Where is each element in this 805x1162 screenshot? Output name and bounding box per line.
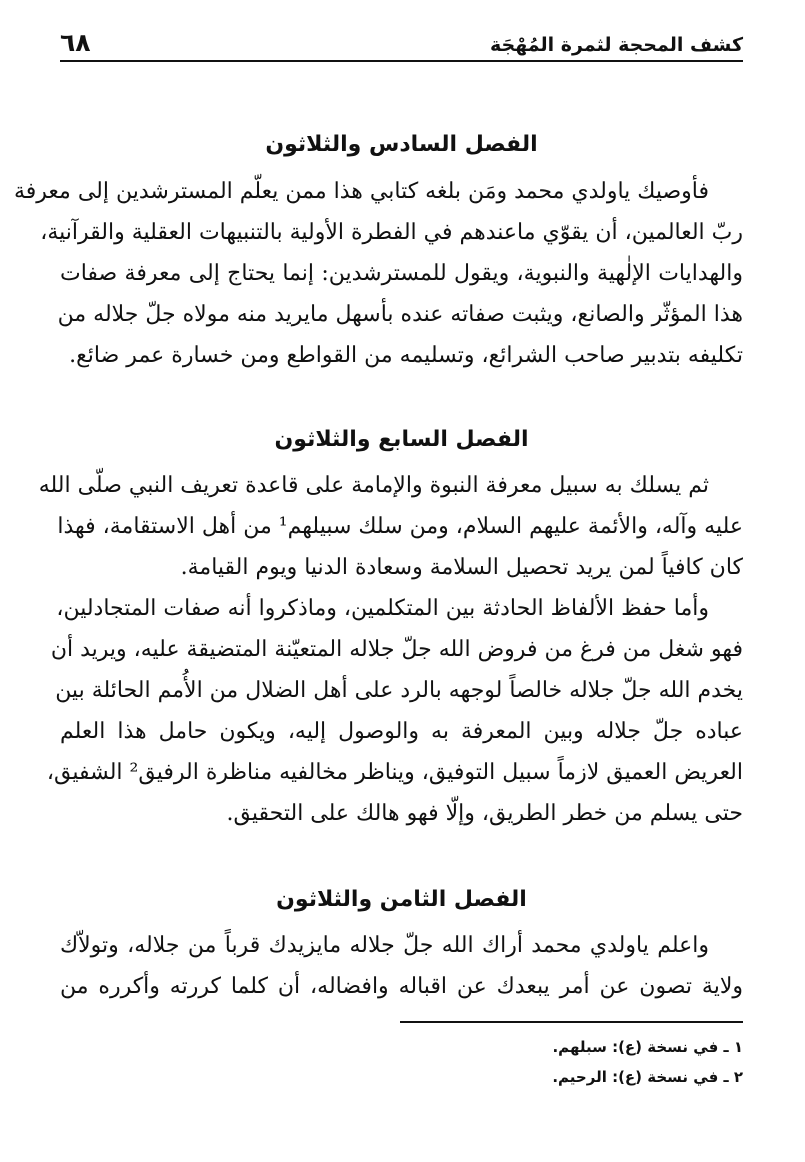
text-line: كان كافياً لمن يريد تحصيل السلامة وسعادة الدنيا ويوم القيامة. xyxy=(180,555,743,580)
text-line: عليه وآله، والأئمة عليهم السلام، ومن سلك سبيلهم¹ من أهل الاستقامة، فهذا xyxy=(57,514,743,539)
section-title-38: الفصل الثامن والثلاثون xyxy=(276,887,527,912)
running-header xyxy=(60,28,743,64)
footnote-2: ٢ ـ في نسخة (ع): الرحيم. xyxy=(552,1068,743,1086)
text-line: ربّ العالمين، أن يقوّي ماعندهم في الفطرة الأولية بالتنبيهات العقلية والقرآنية، xyxy=(40,220,743,245)
header-title: كشف المحجة لثمرة المُهْجَة xyxy=(490,34,743,56)
text-line: وأما حفظ الألفاظ الحادثة بين المتكلمين، وماذكروا أنه صفات المتجادلين، xyxy=(56,596,709,621)
footnote-divider xyxy=(400,1021,743,1023)
page-number: ٦٨ xyxy=(60,28,91,57)
footnote-1: ١ ـ في نسخة (ع): سبلهم. xyxy=(552,1038,743,1056)
text-line: ولاية تصون عن أمر يبعدك عن اقباله وافضاله، أن كلما كررته وأكرره من xyxy=(60,974,743,999)
text-line: واعلم ياولدي محمد أراك الله جلّ جلاله مايزيدك قرباً من جلاله، وتولاّك xyxy=(60,933,709,958)
text-line: فأوصيك ياولدي محمد ومَن بلغه كتابي هذا ممن يعلّم المسترشدين إلى معرفة xyxy=(13,179,709,204)
text-line: يخدم الله جلّ جلاله خالصاً لوجهه بالرد على أهل الضلال من الأُمم الحائلة بين xyxy=(55,678,743,703)
text-line: تكليفه بتدبير صاحب الشرائع، وتسليمه من القواطع ومن خسارة عمر ضائع. xyxy=(69,343,743,368)
section-title-36: الفصل السادس والثلاثون xyxy=(265,132,538,157)
text-line: حتى يسلم من خطر الطريق، وإلّا فهو هالك على التحقيق. xyxy=(226,801,743,826)
section-title-37: الفصل السابع والثلاثون xyxy=(274,427,529,452)
text-line: عباده جلّ جلاله وبين المعرفة به والوصول إليه، ويكون حامل هذا العلم xyxy=(60,719,743,744)
text-line: هذا المؤثّر والصانع، ويثبت صفاته عنده بأسهل مايريد منه مولاه جلّ جلاله من xyxy=(57,302,743,327)
text-line: ثم يسلك به سبيل معرفة النبوة والإمامة على قاعدة تعريف النبي صلّى الله xyxy=(38,473,709,498)
header-divider xyxy=(60,60,743,62)
text-line: والهدايات الإلٰهية والنبوية، ويقول للمسترشدين: إنما يحتاج إلى معرفة صفات xyxy=(60,261,743,286)
text-line: فهو شغل من فرغ من فروض الله جلّ جلاله المتعيّنة المتضيقة عليه، ويريد أن xyxy=(50,637,743,662)
text-line: العريض العميق لازماً سبيل التوفيق، ويناظر مخالفيه مناظرة الرفيق² الشفيق، xyxy=(46,760,743,785)
